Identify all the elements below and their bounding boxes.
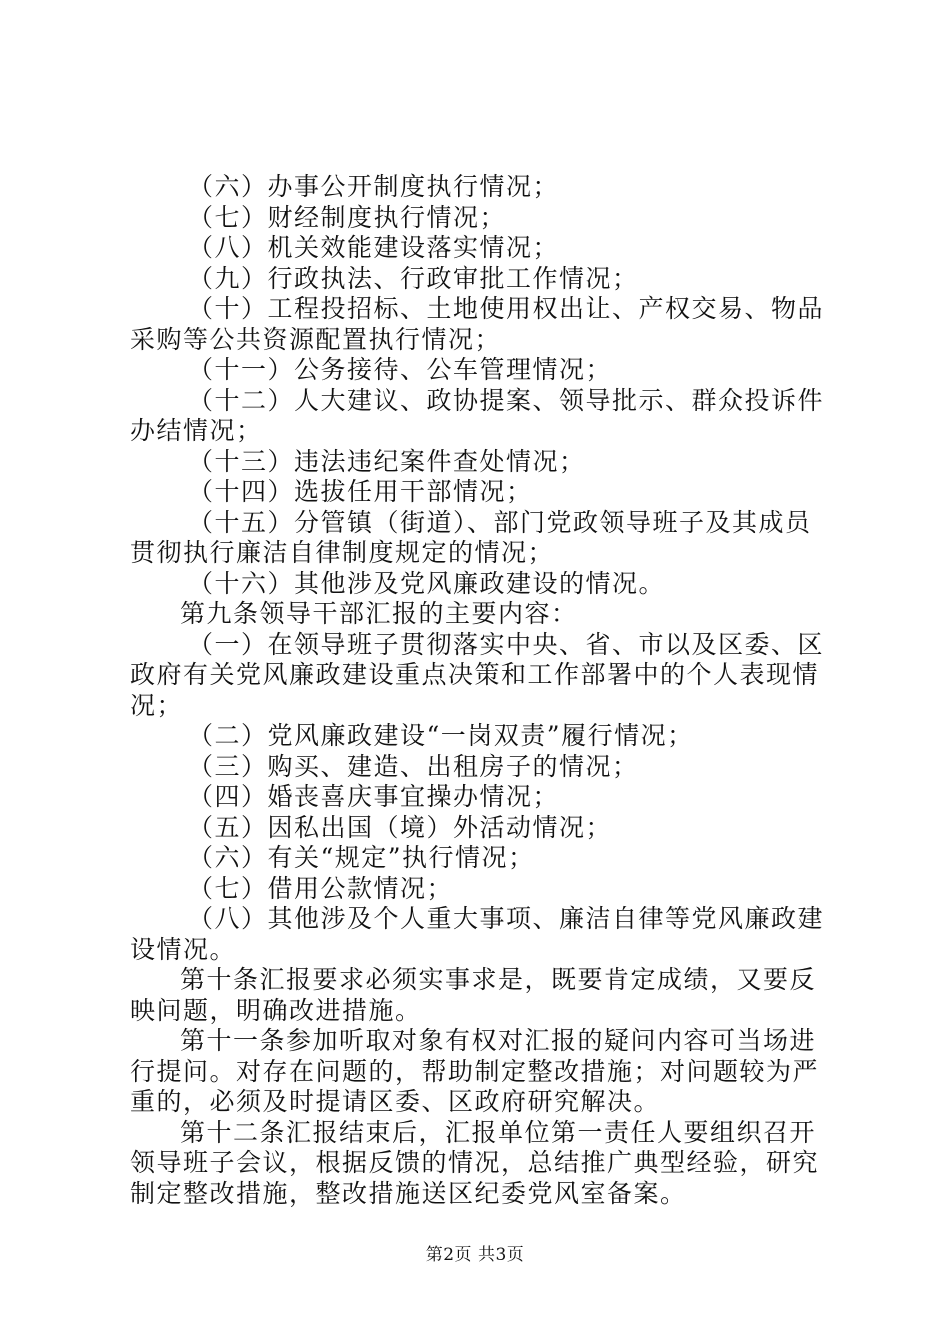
paragraph: （八）机关效能建设落实情况； (188, 233, 560, 262)
document-body (130, 172, 830, 1209)
paragraph: （十二）人大建议、政协提案、领导批示、群众投诉件办结情况； (130, 385, 825, 445)
paragraph: （七）借用公款情况； (188, 873, 454, 903)
paragraph: （三）购买、建造、出租房子的情况； (188, 751, 639, 781)
paragraph: （十五）分管镇（街道）、部门党政领导班子及其成员贯彻执行廉洁自律制度规定的情况； (130, 507, 812, 567)
article-paragraph: 第十二条汇报结束后，汇报单位第一责任人要组织召开领导班子会议，根据反馈的情况，总结推广典型经验，研究制定整改措施，整改措施送区纪委党风室备案。 (130, 1117, 820, 1208)
paragraph: （八）其他涉及个人重大事项、廉洁自律等党风廉政建设情况。 (130, 904, 825, 964)
article-heading: 第九条领导干部汇报的主要内容： (180, 599, 578, 628)
paragraph: （五）因私出国（境）外活动情况； (188, 812, 613, 842)
paragraph: （十三）违法违纪案件查处情况； (188, 446, 586, 476)
paragraph: （六）办事公开制度执行情况； (188, 172, 560, 201)
paragraph: （十六）其他涉及党风廉政建设的情况。 (188, 568, 666, 598)
paragraph: （四）婚丧喜庆事宜操办情况； (188, 782, 560, 811)
paragraph: （九）行政执法、行政审批工作情况； (188, 263, 639, 293)
paragraph: （七）财经制度执行情况； (188, 202, 507, 232)
paragraph: （六）有关“规定”执行情况； (188, 843, 535, 872)
paragraph: （一）在领导班子贯彻落实中央、省、市以及区委、区政府有关党风廉政建设重点决策和工作部署中的个人表现情况； (130, 629, 825, 720)
paragraph: （二）党风廉政建设“一岗双责”履行情况； (188, 721, 694, 750)
paragraph: （十四）选拔任用干部情况； (188, 477, 533, 506)
page-number: 第2页 共3页 (425, 1245, 525, 1265)
page-footer (0, 1240, 950, 1265)
paragraph: （十一）公务接待、公车管理情况； (188, 355, 613, 384)
article-paragraph: 第十一条参加听取对象有权对汇报的疑问内容可当场进行提问。对存在问题的，帮助制定整改措施；对问题较为严重的，必须及时提请区委、区政府研究解决。 (130, 1026, 820, 1116)
article-paragraph: 第十条汇报要求必须实事求是，既要肯定成绩，又要反映问题，明确改进措施。 (130, 965, 817, 1025)
paragraph: （十）工程投招标、土地使用权出让、产权交易、物品采购等公共资源配置执行情况； (130, 294, 825, 354)
